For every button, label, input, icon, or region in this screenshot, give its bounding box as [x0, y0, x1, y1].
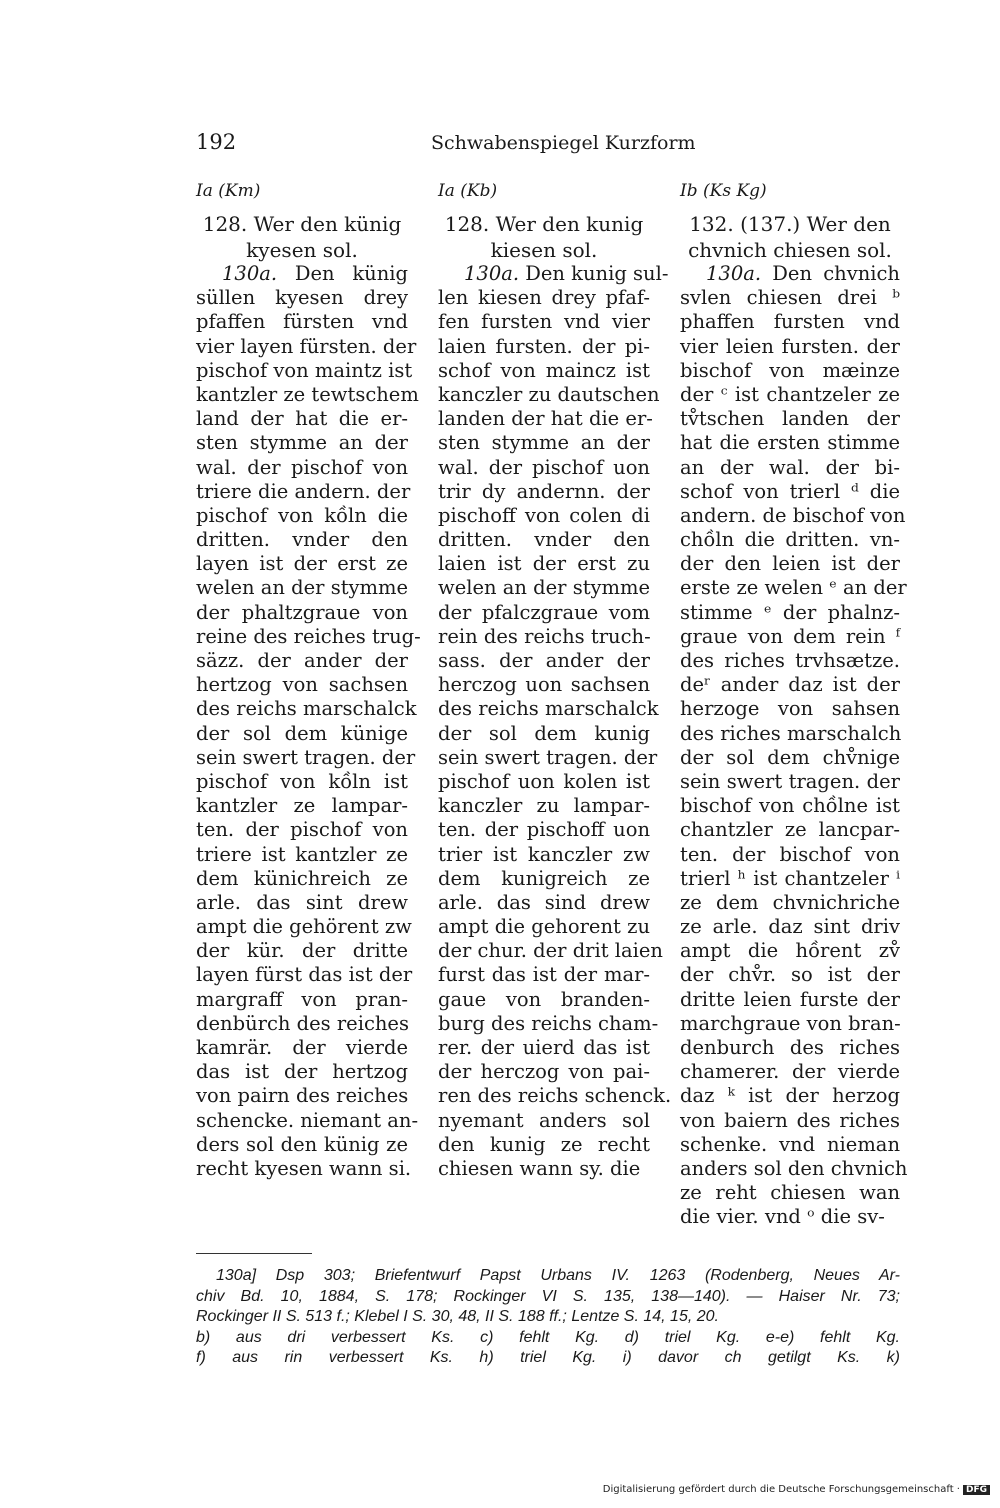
running-head — [196, 130, 900, 160]
text-line: pischof von kồln die — [196, 503, 408, 527]
column-3 — [680, 180, 908, 1230]
text-line: rein des reichs truch- — [438, 624, 651, 648]
text-line: dritten. vnder den — [438, 528, 650, 552]
text-line: hertzog von sachsen — [196, 673, 408, 697]
text-line: schof von trierl ᵈ die — [680, 479, 900, 503]
text-line: kanczler zu dautschen — [438, 382, 660, 406]
text-line: das ist der hertzog — [196, 1060, 408, 1084]
footnote-rule — [196, 1253, 312, 1254]
text-line: der pfalczgraue vom — [438, 600, 650, 624]
text-line: svlen chiesen drei ᵇ — [680, 286, 900, 310]
text-line: sten stymme an der — [196, 431, 408, 455]
text-line: chantzler ze lancpar- — [680, 818, 900, 842]
text-line: len kiesen drey pfaf- — [438, 286, 650, 310]
text-line: welen an der stymme — [438, 576, 651, 600]
text-line: herczog uon sachsen — [438, 673, 650, 697]
footnote-line: b) aus dri verbessert Ks. c) fehlt Kg. d) triel Kg. e-e) fehlt Kg. — [196, 1328, 900, 1346]
text-line: sass. der ander der — [438, 649, 650, 672]
text-line: margraff von pran- — [196, 987, 408, 1011]
text-line: daz ᵏ ist der herzog — [680, 1084, 900, 1108]
text-line: furst das ist der mar- — [438, 963, 650, 987]
text-line: pischof von kồln ist — [196, 769, 408, 793]
text-line: bischof von mæinze — [680, 358, 900, 382]
text-line: ten. der bischof von — [680, 842, 900, 866]
text-line: säzz. der ander der — [196, 649, 408, 672]
chapter-heading-line: 128. Wer den künig — [202, 212, 402, 236]
text-line: kantzler ze lampar- — [196, 794, 408, 818]
text-line-content: Den künig — [294, 262, 408, 285]
text-line: layen ist der erst ze — [196, 552, 408, 576]
text-line: schof von maincz ist — [438, 358, 650, 382]
text-line: ren des reichs schenck. — [438, 1084, 672, 1108]
text-line: an der wal. der bi- — [680, 455, 900, 479]
text-line: kanczler zu lampar- — [438, 794, 650, 818]
text-line: der den leien ist der — [680, 552, 900, 576]
text-line: ze dem chvnichriche — [680, 890, 900, 914]
text-line: arle. das sint drew — [196, 890, 408, 914]
text-line: stimme ᵉ der phalnz- — [680, 600, 900, 624]
text-line: des reichs marschalck — [196, 697, 417, 721]
text-line: bischof von chồlne ist — [680, 794, 900, 818]
text-line: des riches marschalch — [680, 721, 902, 745]
text-line: laien fursten. der pi- — [438, 334, 650, 358]
chapter-heading-line: chvnich chiesen sol. — [688, 238, 892, 262]
text-line: erste ze welen ᵉ an der — [680, 576, 907, 600]
text-line: ze arle. daz sint driv — [680, 915, 900, 939]
text-line: schencke. niemant an- — [196, 1108, 419, 1132]
column-siglum: Ia (Km) — [196, 181, 261, 201]
chapter-heading-line: kyesen sol. — [246, 238, 358, 262]
text-line: dritten. vnder den — [196, 528, 408, 552]
text-line: ampt die gehörent zw — [196, 915, 412, 939]
text-line: laien ist der erst zu — [438, 552, 650, 576]
column-1 — [196, 180, 421, 1181]
text-line — [680, 262, 900, 286]
text-line: hat die ersten stimme — [680, 431, 900, 455]
text-line: trir dy andernn. der — [438, 479, 650, 503]
text-line: nyemant anders sol — [438, 1108, 650, 1132]
text-line: herzoge von sahsen — [680, 697, 900, 721]
text-line: der chur. der drit laien — [438, 939, 663, 963]
text-line: vier layen fürsten. der — [196, 334, 417, 358]
text-line: deʳ ander daz ist der — [680, 673, 900, 697]
text-line: sein swert tragen. der — [196, 745, 416, 769]
text-line: anders sol den chvnich — [680, 1156, 908, 1180]
text-line: schenke. vnd nieman — [680, 1132, 900, 1156]
text-line: ampt die gehorent zu — [438, 915, 650, 939]
text-line: pfaffen fürsten vnd — [196, 310, 408, 334]
text-line: pischof von maintz ist — [196, 358, 413, 382]
chapter-heading-line: kiesen sol. — [490, 238, 598, 262]
text-line: triere ist kantzler ze — [196, 842, 408, 866]
text-line-content: Den kunig sul- — [525, 262, 669, 285]
text-line: marchgraue von bran- — [680, 1011, 901, 1035]
text-line: kantzler ze tewtschem — [196, 382, 419, 406]
text-line: land der hat die er- — [196, 407, 408, 431]
page-footer — [580, 1484, 990, 1495]
text-line: der sol dem chv̊nige — [680, 745, 900, 769]
text-line: trier ist kanczler zw — [438, 842, 650, 866]
text-line: dritte leien furste der — [680, 987, 900, 1011]
text-line: des riches trvhsætze. — [680, 649, 900, 672]
text-line: fen fursten vnd vier — [438, 310, 650, 334]
text-line: der herczog von pai- — [438, 1060, 650, 1084]
text-line: gaue von branden- — [438, 987, 650, 1011]
dfg-logo: DFG — [963, 1485, 990, 1495]
text-line: chiesen wann sy. die — [438, 1156, 641, 1180]
text-line: layen fürst das ist der — [196, 963, 413, 987]
chapter-heading-line: 132. (137.) Wer den — [689, 212, 891, 236]
text-line: der ᶜ ist chantzeler ze — [680, 382, 900, 406]
text-line: der sol dem kunig — [438, 721, 650, 745]
text-line: denbürch des reiches — [196, 1011, 409, 1035]
text-line: von pairn des reiches — [196, 1084, 409, 1108]
column-siglum: Ia (Kb) — [438, 181, 498, 201]
text-line: vier leien fursten. der — [680, 334, 900, 358]
text-line: kamrär. der vierde — [196, 1036, 408, 1059]
text-line: chồln die dritten. vn- — [680, 528, 900, 552]
text-line: von baiern des riches — [680, 1108, 900, 1132]
footnotes — [196, 1266, 900, 1369]
section-number: 130a. — [706, 262, 762, 285]
footnote-line: chiv Bd. 10, 1884, S. 178; Rockinger VI S. 135, 138—140). — Haiser Nr. 73; — [196, 1287, 900, 1305]
text-line: dem kunigreich ze — [438, 866, 650, 890]
text-line: der sol dem künige — [196, 721, 408, 745]
text-line: triere die andern. der — [196, 479, 411, 503]
text-line: burg des reichs cham- — [438, 1011, 659, 1035]
text-line: chamerer. der vierde — [680, 1060, 900, 1084]
text-line: pischoff von colen di — [438, 503, 650, 527]
text-line — [196, 262, 408, 286]
text-line: der phaltzgraue von — [196, 600, 408, 624]
text-line: ders sol den künig ze — [196, 1132, 408, 1156]
text-line-content: Den chvnich — [772, 262, 900, 285]
text-line: sten stymme an der — [438, 431, 650, 455]
text-line: recht kyesen wann si. — [196, 1156, 412, 1180]
text-line: der kür. der dritte — [196, 939, 408, 963]
text-line: welen an der stymme — [196, 576, 409, 600]
text-line: ze reht chiesen wan — [680, 1181, 900, 1205]
column-2 — [438, 180, 672, 1181]
running-title: Schwabenspiegel Kurzform — [431, 132, 696, 154]
text-line: ten. der pischoff uon — [438, 818, 650, 842]
text-line: denburch des riches — [680, 1036, 900, 1059]
section-number: 130a. — [464, 262, 520, 285]
text-line: graue von dem rein ᶠ — [680, 624, 900, 648]
text-line: sein swert tragen. der — [438, 745, 658, 769]
text-line: ampt die hồrent zv̊ — [680, 939, 900, 963]
text-line: phaffen fursten vnd — [680, 310, 900, 334]
text-line: reine des reiches trug- — [196, 624, 421, 648]
text-line: rer. der uierd das ist — [438, 1036, 650, 1059]
text-line: ten. der pischof von — [196, 818, 408, 842]
footnote-line: f) aus rin verbessert Ks. h) triel Kg. i) davor ch getilgt Ks. k) — [196, 1349, 900, 1366]
text-line: süllen kyesen drey — [196, 286, 408, 310]
text-line: pischof uon kolen ist — [438, 769, 650, 793]
column-siglum: Ib (Ks Kg) — [680, 181, 767, 201]
text-line: tv̊tschen landen der — [680, 407, 900, 431]
chapter-heading-line: 128. Wer den kunig — [444, 212, 644, 236]
text-line: des reichs marschalck — [438, 697, 659, 721]
text-line: andern. de bischof von — [680, 503, 906, 527]
text-line: wal. der pischof von — [196, 455, 408, 479]
footer-credit: Digitalisierung gefördert durch die Deutsche Forschungsgemeinschaft · — [602, 1484, 960, 1495]
text-line: wal. der pischof uon — [438, 455, 650, 479]
text-line — [438, 262, 669, 286]
text-line: sein swert tragen. der — [680, 769, 900, 793]
text-line: dem künichreich ze — [196, 866, 408, 890]
footnote-line: Rockinger II S. 513 f.; Klebel I S. 30, 48, II S. 188 ff.; Lentze S. 14, 15, 20. — [196, 1308, 719, 1325]
section-number: 130a. — [222, 262, 278, 285]
text-line: trierl ʰ ist chantzeler ⁱ — [680, 866, 900, 890]
text-line: der chv̊r. so ist der — [680, 963, 900, 987]
text-line: die vier. vnd ᵒ die sv- — [680, 1205, 885, 1229]
text-line: arle. das sind drew — [438, 890, 650, 914]
text-line: den kunig ze recht — [438, 1132, 650, 1156]
page-number: 192 — [196, 130, 237, 154]
footnote-line: 130a] Dsp 303; Briefentwurf Papst Urbans IV. 1263 (Rodenberg, Neues Ar- — [216, 1267, 900, 1284]
text-line: landen der hat die er- — [438, 407, 653, 431]
